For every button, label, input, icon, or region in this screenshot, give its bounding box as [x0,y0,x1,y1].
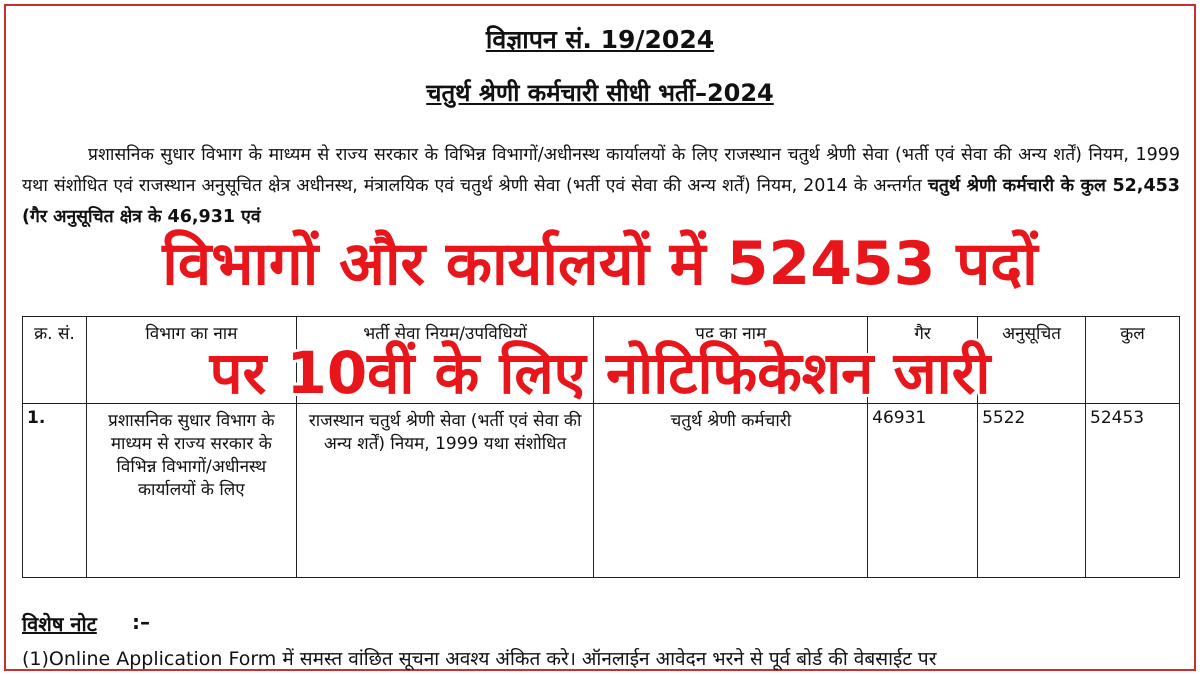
header-total: कुल [1086,317,1180,404]
cell-department: प्रशासनिक सुधार विभाग के माध्यम से राज्य सरकार के विभिन्न विभागों/अधीनस्थ कार्यालयों के लिए [86,404,296,578]
cell-rules: राजस्थान चतुर्थ श्रेणी सेवा (भर्ती एवं सेवा की अन्य शर्तें) नियम, 1999 यथा संशोधित [296,404,594,578]
cell-serial: 1. [23,404,87,578]
cell-total: 52453 [1086,404,1180,578]
header-department: विभाग का नाम [86,317,296,404]
paragraph-lead: प्रशासनिक सुधार विभाग के माध्यम से राज्य सरकार के विभिन्न विभागों/अधीनस्थ कार्यालयों के लिए राजस्थान चतुर्थ श्रेणी सेवा (भर्ती एवं सेवा की अन्य शर्तें) नियम, 1999 यथा संशोधित एवं राजस्थान अनुसूचित क्षेत्र अधीनस्थ, मंत्रालयिक एवं चतुर्थ श्रेणी सेवा (भर्ती एवं सेवा की अन्य शर्तें) नियम, 2014 के अन्तर्गत [22,145,1180,196]
header-rules: भर्ती सेवा नियम/उपविधियों [296,317,594,404]
headline-banner-line2: पर 10वीं के लिए नोटिफिकेशन जारी [209,339,991,407]
table-row [23,404,1180,578]
special-note-title: विशेष नोट [22,612,97,636]
cell-scheduled: 5522 [978,404,1086,578]
headline-banner-line1: विभागों और कार्यालयों में 52453 पदों [162,229,1038,299]
cell-post: चतुर्थ श्रेणी कर्मचारी [594,404,868,578]
header-non-scheduled: गैर [868,317,978,404]
advertisement-number: विज्ञापन सं. 19/2024 [485,25,715,54]
header-post: पद का नाम [594,317,868,404]
header-serial: क्र. सं. [23,317,87,404]
notice-title: चतुर्थ श्रेणी कर्मचारी सीधी भर्ती–2024 [426,79,774,107]
special-note-dash: :– [132,610,150,634]
cell-non-scheduled: 46931 [868,404,978,578]
paragraph-bold: चतुर्थ श्रेणी कर्मचारी के कुल 52,453 (गैर अनुसूचित क्षेत्र के 46,931 एवं [22,176,1180,227]
special-note-line: (1)Online Application Form में समस्त वांछित सूचना अवश्य अंकित करे। ऑनलाईन आवेदन भरने से पूर्व बोर्ड की वेबसाईट पर [22,648,937,670]
header-scheduled: अनुसूचित [978,317,1086,404]
notice-paragraph [22,140,1180,233]
